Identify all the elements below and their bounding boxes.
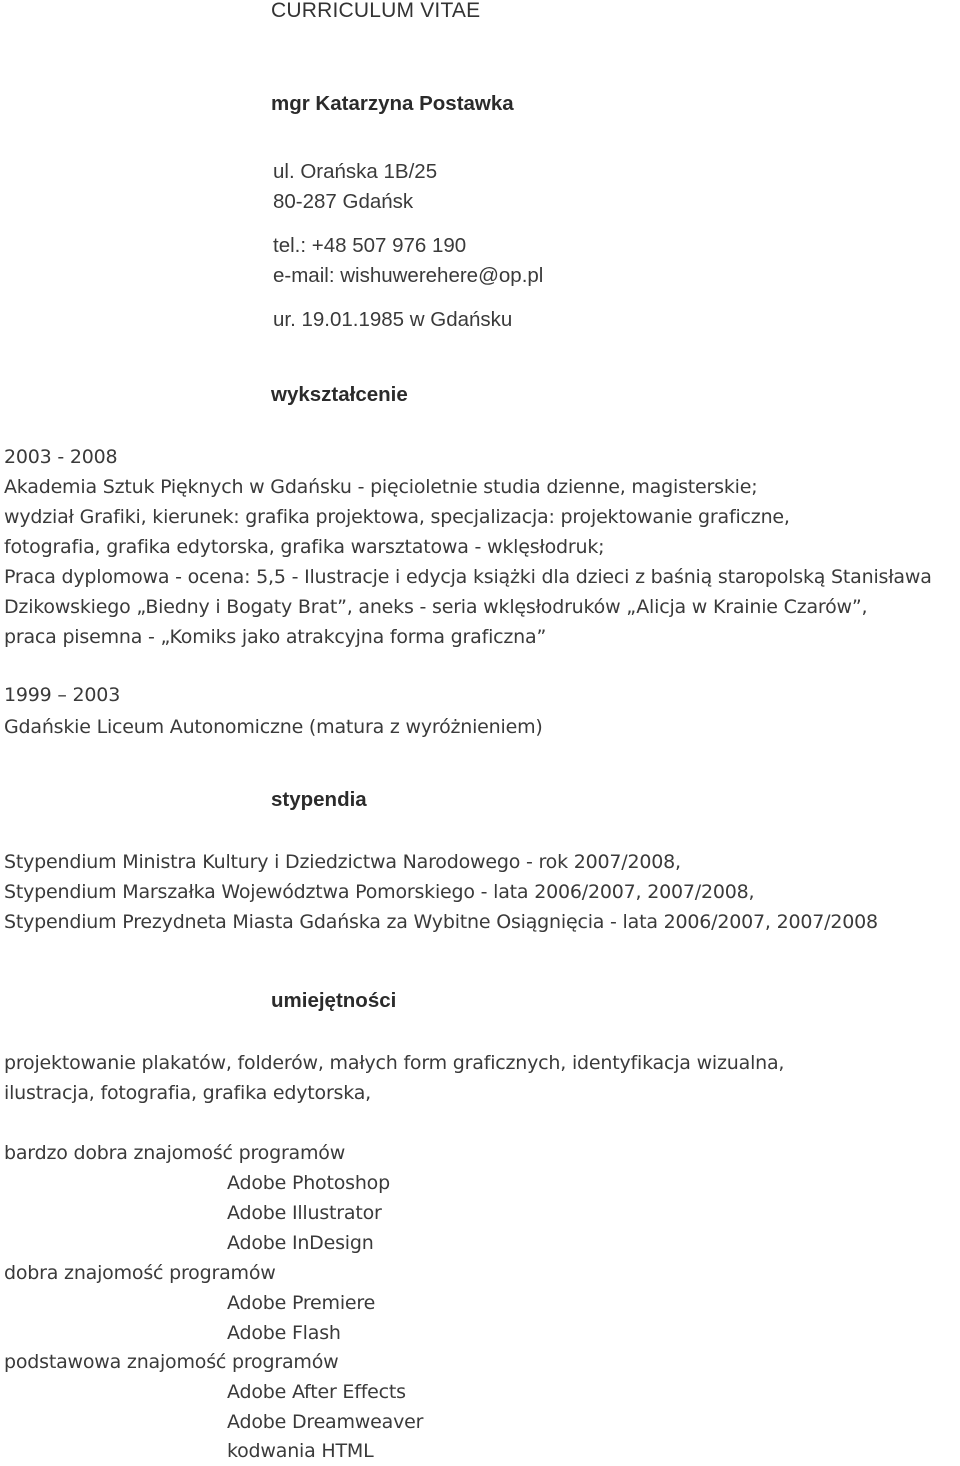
software-item: Adobe Premiere	[227, 1292, 376, 1314]
skill-group-label: podstawowa znajomość programów	[4, 1351, 339, 1373]
education-line: Praca dyplomowa - ocena: 5,5 - Ilustracje i edycja książki dla dzieci z baśnią staropolską Stanisława	[4, 566, 932, 588]
skill-group-label: bardzo dobra znajomość programów	[4, 1142, 346, 1164]
education-line: fotografia, grafika edytorska, grafika warsztatowa - wklęsłodruk;	[4, 536, 605, 558]
scholarship-line: Stypendium Marszałka Województwa Pomorskiego - lata 2006/2007, 2007/2008,	[4, 881, 755, 903]
section-heading-skills: umiejętności	[271, 989, 397, 1012]
software-item: Adobe InDesign	[227, 1232, 374, 1254]
education-line: wydział Grafiki, kierunek: grafika projektowa, specjalizacja: projektowanie graficzne,	[4, 506, 790, 528]
software-item: Adobe After Effects	[227, 1381, 406, 1403]
skill-group-label: dobra znajomość programów	[4, 1262, 276, 1284]
education-line: Dzikowskiego „Biedny i Bogaty Brat”, aneks - seria wklęsłodruków „Alicja w Krainie Czarów”,	[4, 596, 868, 618]
education-years-highschool: 1999 – 2003	[4, 684, 121, 706]
software-item: kodwania HTML	[227, 1440, 374, 1462]
document-title: CURRICULUM VITAE	[271, 0, 481, 22]
education-line: praca pisemna - „Komiks jako atrakcyjna forma graficzna”	[4, 626, 547, 648]
skills-line: ilustracja, fotografia, grafika edytorska,	[4, 1082, 372, 1104]
education-line: Akademia Sztuk Pięknych w Gdańsku - pięcioletnie studia dzienne, magisterskie;	[4, 476, 758, 498]
software-item: Adobe Flash	[227, 1322, 341, 1344]
education-highschool-line: Gdańskie Liceum Autonomiczne (matura z wyróżnieniem)	[4, 716, 543, 738]
person-name: mgr Katarzyna Postawka	[271, 92, 514, 115]
address-city: 80-287 Gdańsk	[273, 190, 414, 213]
section-heading-education: wykształcenie	[271, 383, 408, 406]
education-years-university: 2003 - 2008	[4, 446, 118, 468]
skills-line: projektowanie plakatów, folderów, małych form graficznych, identyfikacja wizualna,	[4, 1052, 785, 1074]
contact-phone: tel.: +48 507 976 190	[273, 234, 467, 257]
section-heading-scholarships: stypendia	[271, 788, 367, 811]
software-item: Adobe Dreamweaver	[227, 1411, 424, 1433]
address-street: ul. Orańska 1B/25	[273, 160, 438, 183]
birth-info: ur. 19.01.1985 w Gdańsku	[273, 308, 513, 331]
software-item: Adobe Photoshop	[227, 1172, 390, 1194]
software-item: Adobe Illustrator	[227, 1202, 382, 1224]
scholarship-line: Stypendium Prezydneta Miasta Gdańska za Wybitne Osiągnięcia - lata 2006/2007, 2007/2008	[4, 911, 878, 933]
scholarship-line: Stypendium Ministra Kultury i Dziedzictwa Narodowego - rok 2007/2008,	[4, 851, 681, 873]
contact-email: e-mail: wishuwerehere@op.pl	[273, 264, 544, 287]
